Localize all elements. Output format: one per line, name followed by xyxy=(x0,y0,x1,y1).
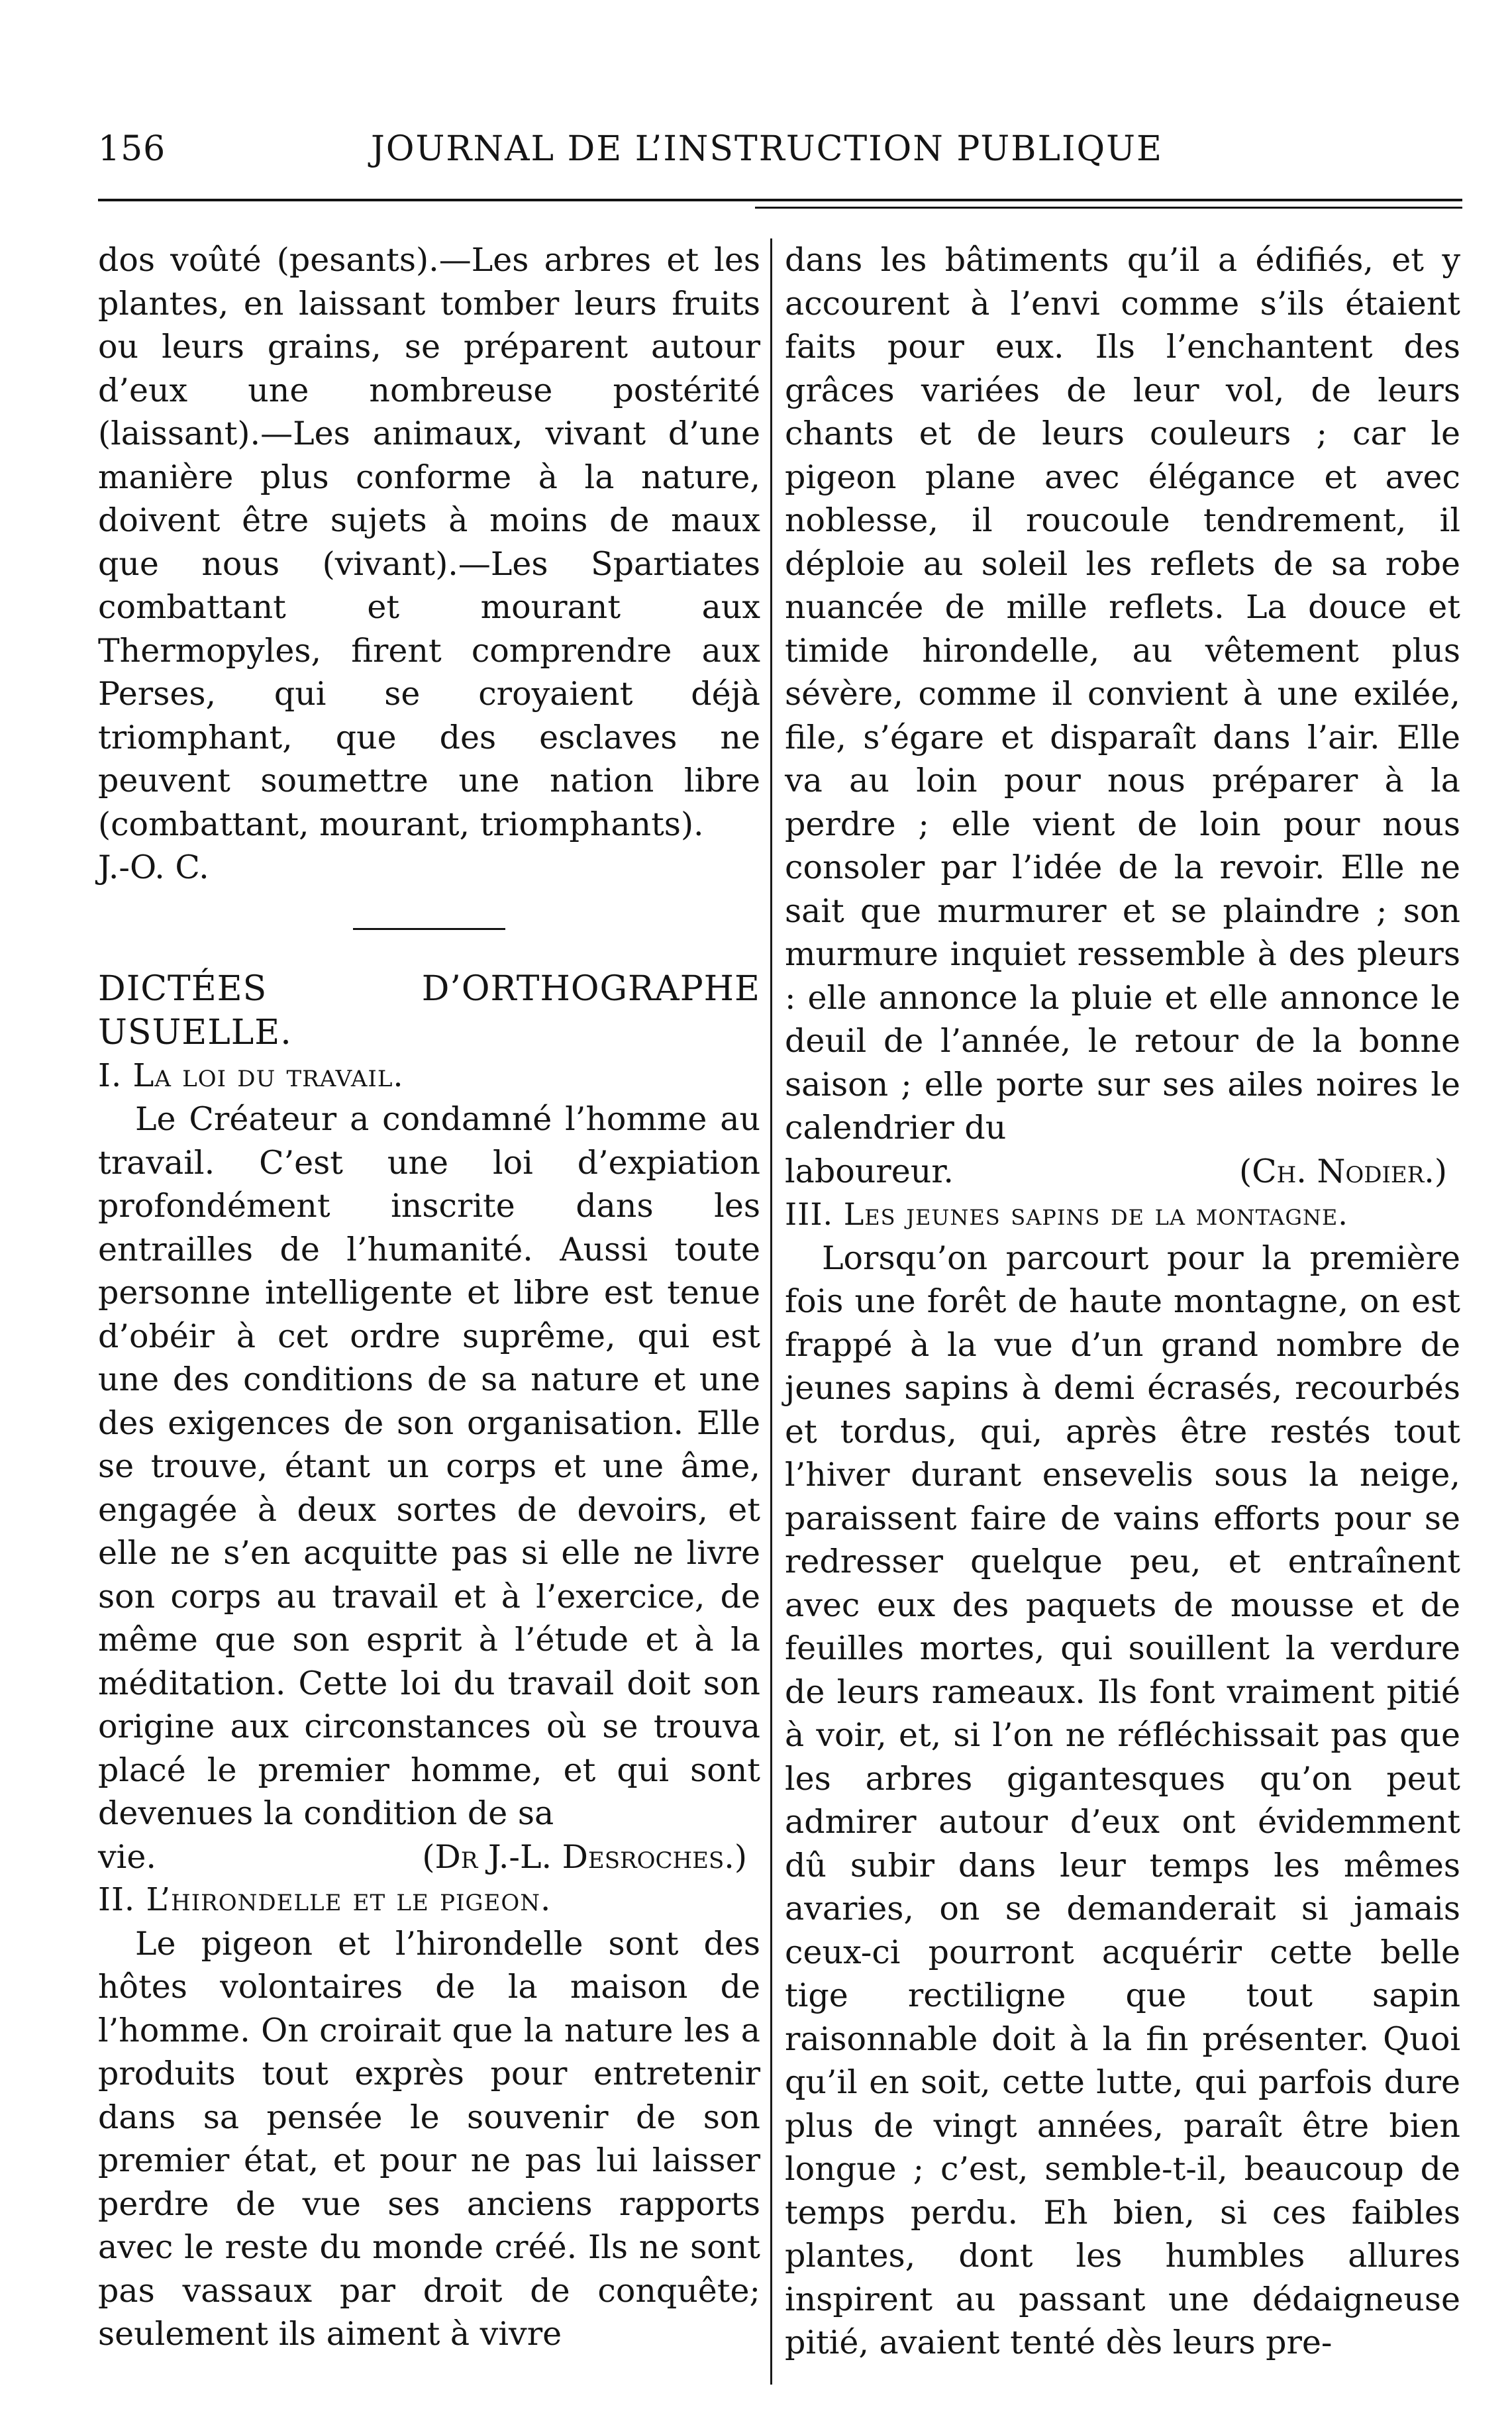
journal-title: JOURNAL DE L’INSTRUCTION PUBLIQUE xyxy=(371,129,1163,169)
part2-continued: dans les bâtiments qu’il a édifiés, et y accourent à l’envi comme s’ils étaient faits pour eux. Ils l’enchantent des grâces variées de leur vol, de leurs chants et de leurs couleurs ; car le pigeon plane avec élégance et avec noblesse, il roucoule tendrement, il déploie au soleil les reflets de sa robe nuancée de mille reflets. La douce et timide hirondelle, au vêtement plus sévère, comme il convient à une exilée, file, s’égare et disparaît dans l’air. Elle va au loin pour nous préparer à la perdre ; elle vient de loin pour nous consoler par l’idée de la revoir. Elle ne sait que murmurer et se plaindre ; son murmure inquiet ressemble à des pleurs : elle annonce la pluie et elle annonce le deuil de l’année, le retour de la bonne saison ; elle porte sur ses ailes noires le calendrier du xyxy=(785,241,1460,1147)
part2-author: (Ch. Nodier.) xyxy=(1239,1152,1447,1190)
opening-paragraph: dos voûté (pesants).—Les arbres et les plantes, en laissant tomber leurs fruits ou leurs grains, se préparent autour d’eux une nombreuse postérité (laissant).—Les animaux, vivant d’une manière plus conforme à la nature, doivent être sujets à moins de maux que nous (vivant).—Les Spartiates combattant et mourant aux Thermopyles, firent comprendre aux Perses, qui se croyaient déjà triomphant, que des esclaves ne peuvent soumettre une nation libre (combattant, mourant, triomphants). xyxy=(98,241,760,843)
left-column xyxy=(98,238,760,2356)
signature: J.-O. C. xyxy=(98,849,209,886)
part1-last-word: vie. xyxy=(98,1837,156,1876)
part1-author-line xyxy=(98,1835,760,1879)
right-column xyxy=(785,238,1460,2365)
part2-title: II. L’hirondelle et le pigeon. xyxy=(98,1881,552,1918)
part1-author: (Dr J.-L. Desroches.) xyxy=(422,1837,747,1876)
section-title: DICTÉES D’ORTHOGRAPHE USUELLE. xyxy=(98,968,760,1053)
section-separator xyxy=(353,928,505,930)
part3-text: Lorsqu’on parcourt pour la première fois une forêt de haute montagne, on est frappé à la vue d’un grand nombre de jeunes sapins à demi écrasés, recourbés et tordus, qui, après être restés tout l’hiver durant ensevelis sous la neige, paraissent faire de vains efforts pour se redresser quelque peu, et entraînent avec eux des paquets de mousse et de feuilles mortes, qui souillent la verdure de leurs rameaux. Ils font vraiment pitié à voir, et, si l’on ne réfléchissait pas que les arbres gigantesques qu’on peut admirer autour d’eux ont évidemment dû subir dans leur temps les mêmes avaries, on se demanderait si jamais ceux-ci pourront acquérir cette belle tige rectiligne que tout sapin raisonnable doit à la fin présenter. Quoi qu’il en soit, cette lutte, qui parfois dure plus de vingt années, paraît être bien longue ; c’est, semble-t-il, beaucoup de temps perdu. Eh bien, si ces faibles plantes, dont les humbles allures inspirent au passant une dédaigneuse pitié, avaient tenté dès leurs pre- xyxy=(785,1239,1460,2361)
page-number: 156 xyxy=(98,129,166,169)
header-rule-secondary xyxy=(755,207,1462,209)
running-head xyxy=(0,129,1512,189)
part1-title: I. La loi du travail. xyxy=(98,1057,404,1094)
part2-last-word: laboureur. xyxy=(785,1152,954,1190)
part1-text: Le Créateur a condamné l’homme au travail. C’est une loi d’expiation profondément inscrite dans les entrailles de l’humanité. Aussi toute personne intelligente et libre est tenue d’obéir à cet ordre suprême, qui est une des conditions de sa nature et une des exigences de son organisation. Elle se trouve, étant un corps et une âme, engagée à deux sortes de devoirs, et elle ne s’en acquitte pas si elle ne livre son corps au travail et à l’exercice, de même que son esprit à l’étude et à la méditation. Cette loi du travail doit son origine aux circonstances où se trouva placé le premier homme, et qui sont devenues la condition de sa xyxy=(98,1100,760,1832)
column-divider xyxy=(770,238,772,2385)
header-rule xyxy=(98,199,1462,201)
part2-text: Le pigeon et l’hirondelle sont des hôtes volontaires de la maison de l’homme. On croirait que la nature les a produits tout exprès pour entretenir dans sa pensée le souvenir de son premier état, et pour ne pas lui laisser perdre de vue ses anciens rapports avec le reste du monde créé. Ils ne sont pas vassaux par droit de conquête; seulement ils aiment à vivre xyxy=(98,1924,760,2353)
part2-author-line xyxy=(785,1150,1460,1194)
part3-title: III. Les jeunes sapins de la montagne. xyxy=(785,1196,1348,1232)
